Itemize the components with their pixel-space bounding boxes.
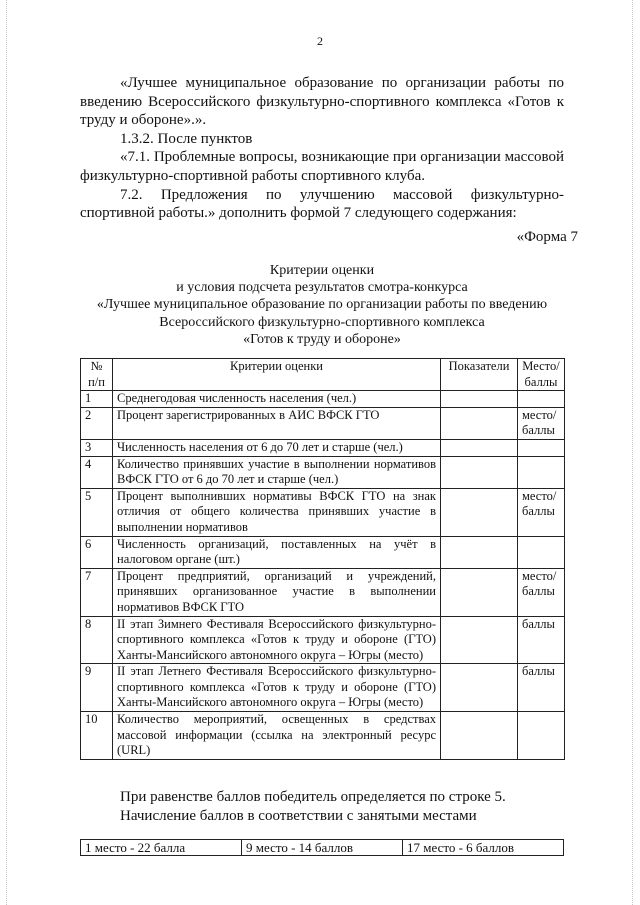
row-indicators xyxy=(441,664,518,712)
header-place: Место/ баллы xyxy=(518,359,565,391)
tiebreak-note: При равенстве баллов победитель определяется по строке 5. xyxy=(120,789,506,805)
criteria-table xyxy=(80,358,565,760)
paragraph-4: 7.2. Предложения по улучшению массовой физкультурно-спортивной работы.» дополнить формой 7 следующего содержания: xyxy=(80,186,564,222)
row-num: 5 xyxy=(81,488,113,536)
table-row xyxy=(81,536,565,568)
row-num: 2 xyxy=(81,407,113,439)
row-criteria: Процент выполнивших нормативы ВФСК ГТО на знак отличия от общего количества принявших участие в выполнении нормативов xyxy=(113,488,441,536)
points-cell: 17 место - 6 баллов xyxy=(403,840,564,856)
title-line: «Готов к труду и обороне» xyxy=(243,331,401,347)
row-num: 9 xyxy=(81,664,113,712)
row-num: 1 xyxy=(81,391,113,408)
row-indicators xyxy=(441,536,518,568)
points-cell: 9 место - 14 баллов xyxy=(242,840,403,856)
row-place: баллы xyxy=(518,664,565,712)
table-row xyxy=(81,488,565,536)
row-criteria: Количество мероприятий, освещенных в средствах массовой информации (ссылка на электронный ресурс (URL) xyxy=(113,712,441,760)
row-criteria: Численность населения от 6 до 70 лет и старше (чел.) xyxy=(113,439,441,456)
row-criteria: Процент зарегистрированных в АИС ВФСК ГТО xyxy=(113,407,441,439)
form-label: «Форма 7 xyxy=(516,229,578,245)
row-place xyxy=(518,391,565,408)
row-indicators xyxy=(441,456,518,488)
row-indicators xyxy=(441,568,518,616)
row-num: 6 xyxy=(81,536,113,568)
table-row xyxy=(81,840,564,856)
title-line: «Лучшее муниципальное образование по организации работы по введению xyxy=(96,297,548,313)
header-num: № п/п xyxy=(81,359,113,391)
row-num: 10 xyxy=(81,712,113,760)
row-criteria: Численность организаций, поставленных на учёт в налоговом органе (шт.) xyxy=(113,536,441,568)
page-edge-right xyxy=(632,0,634,905)
row-indicators xyxy=(441,439,518,456)
footer-text xyxy=(80,788,564,826)
table-row xyxy=(81,616,565,664)
row-num: 8 xyxy=(81,616,113,664)
title-line: Всероссийского физкультурно-спортивного комплекса xyxy=(159,314,485,330)
header-indicators: Показатели xyxy=(441,359,518,391)
points-table xyxy=(80,839,564,856)
table-row xyxy=(81,456,565,488)
row-num: 3 xyxy=(81,439,113,456)
row-place xyxy=(518,536,565,568)
paragraph-2: 1.3.2. После пунктов xyxy=(120,130,253,147)
title-line: и условия подсчета результатов смотра-конкурса xyxy=(176,280,468,296)
row-criteria: II этап Зимнего Фестиваля Всероссийского физкультурно-спортивного комплекса «Готов к труду и обороне (ГТО) Ханты-Мансийского автономного округа – Югры (место) xyxy=(113,616,441,664)
row-indicators xyxy=(441,712,518,760)
row-place: баллы xyxy=(518,616,565,664)
row-indicators xyxy=(441,407,518,439)
row-place xyxy=(518,712,565,760)
row-place xyxy=(518,456,565,488)
points-cell: 1 место - 22 балла xyxy=(81,840,242,856)
table-row xyxy=(81,391,565,408)
table-header-row xyxy=(81,359,565,391)
table-row xyxy=(81,439,565,456)
row-place xyxy=(518,439,565,456)
title-line: Критерии оценки xyxy=(269,263,375,278)
table-row xyxy=(81,664,565,712)
row-criteria: Среднегодовая численность населения (чел.) xyxy=(113,391,441,408)
row-indicators xyxy=(441,488,518,536)
table-row xyxy=(81,712,565,760)
row-criteria: Процент предприятий, организаций и учреждений, принявших организованное участие в выполнении нормативов ВФСК ГТО xyxy=(113,568,441,616)
row-place: место/ баллы xyxy=(518,407,565,439)
table-row xyxy=(81,407,565,439)
row-indicators xyxy=(441,391,518,408)
row-place: место/ баллы xyxy=(518,488,565,536)
row-num: 4 xyxy=(81,456,113,488)
form-title xyxy=(80,262,564,348)
row-indicators xyxy=(441,616,518,664)
table-row xyxy=(81,568,565,616)
page-number: 2 xyxy=(317,34,323,48)
header-criteria: Критерии оценки xyxy=(113,359,441,391)
body-text xyxy=(80,74,564,223)
points-note: Начисление баллов в соответствии с занятыми местами xyxy=(120,808,477,824)
row-num: 7 xyxy=(81,568,113,616)
paragraph-3: «7.1. Проблемные вопросы, возникающие при организации массовой физкультурно-спортивной работы спортивного клуба. xyxy=(80,149,564,184)
row-criteria: II этап Летнего Фестиваля Всероссийского физкультурно-спортивного комплекса «Готов к труду и обороне (ГТО) Ханты-Мансийского автономного округа – Югры (место) xyxy=(113,664,441,712)
row-place: место/ баллы xyxy=(518,568,565,616)
paragraph-1: «Лучшее муниципальное образование по организации работы по введению Всероссийского физкультурно-спортивного комплекса «Готов к труду и обороне».». xyxy=(80,75,564,129)
page-edge-left xyxy=(6,0,8,905)
row-criteria: Количество принявших участие в выполнении нормативов ВФСК ГТО от 6 до 70 лет и старше (чел.) xyxy=(113,456,441,488)
